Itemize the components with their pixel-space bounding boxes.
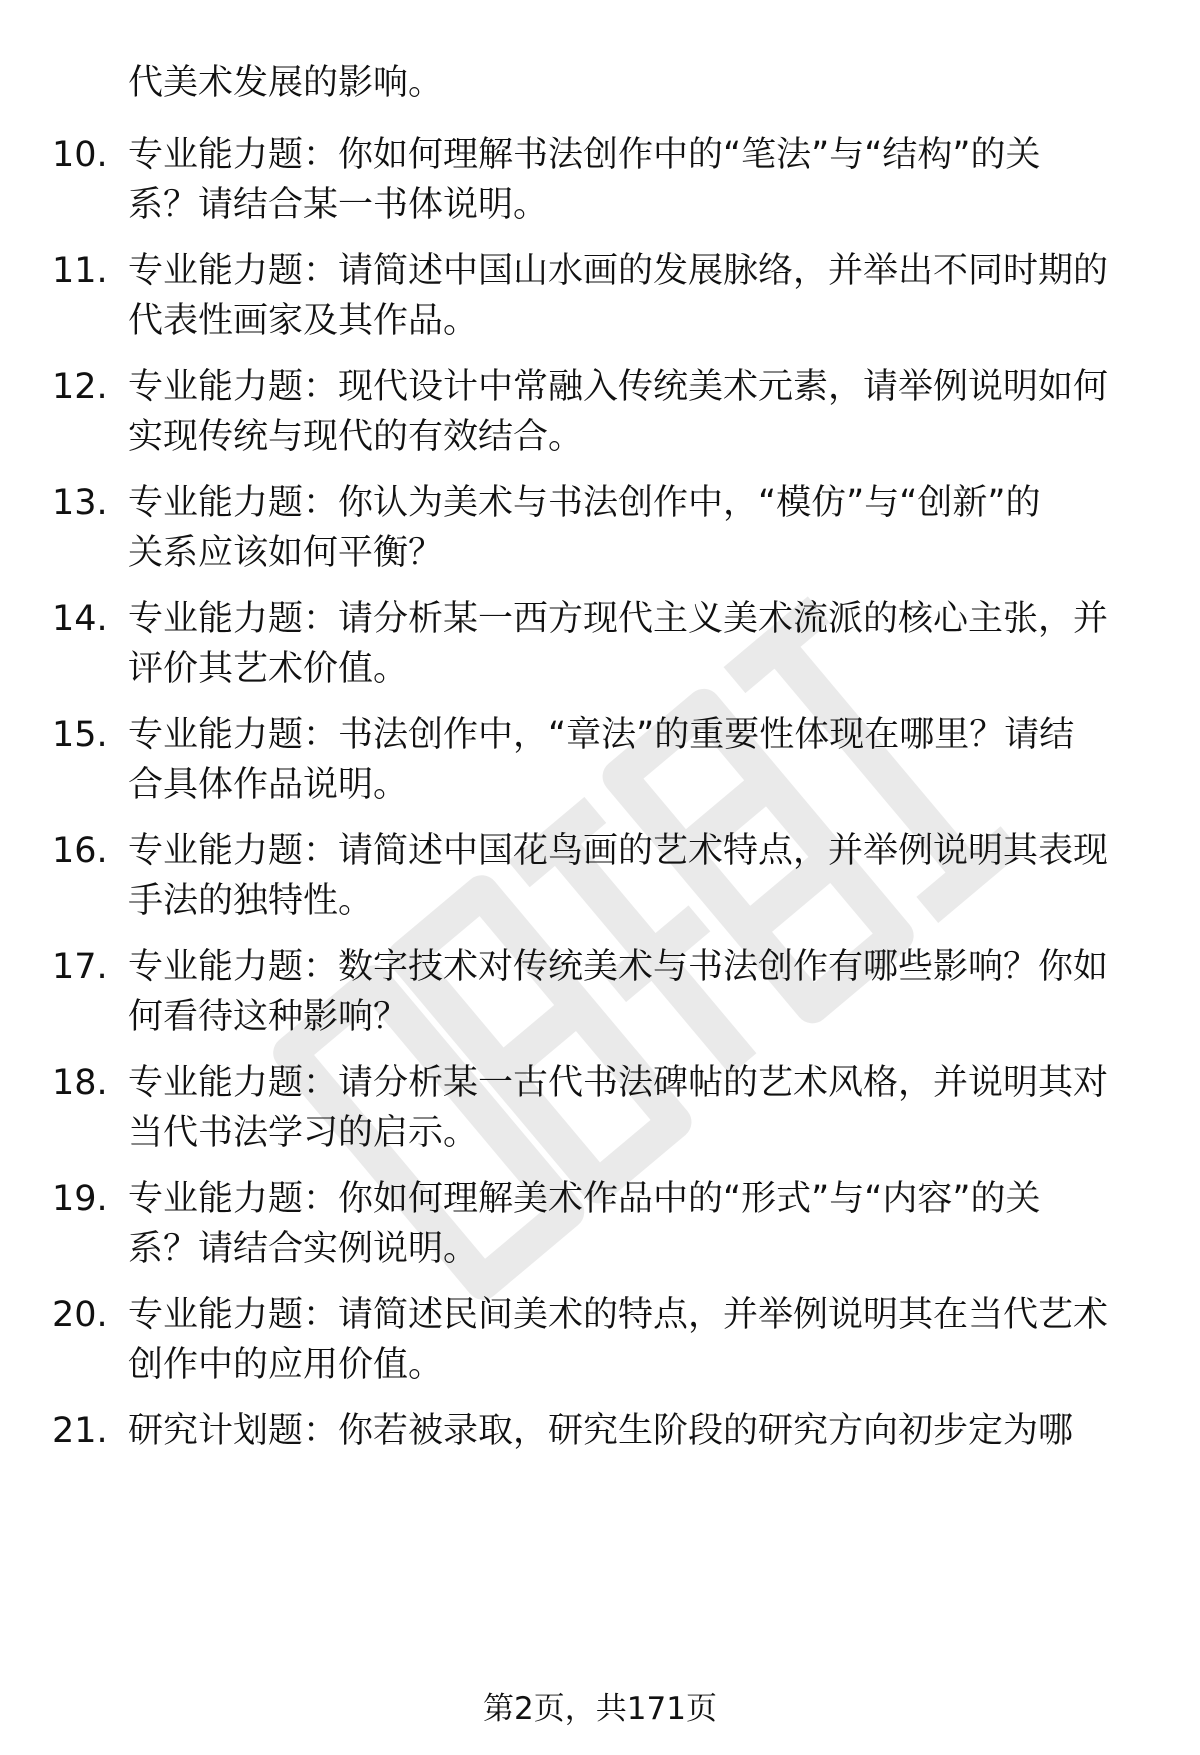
question-text-line: 实现传统与现代的有效结合。 (128, 417, 584, 457)
question-number: 19. (52, 1179, 108, 1219)
page-footer: 第2页，共171页 (483, 1691, 717, 1727)
question-text-line: 创作中的应用价值。 (128, 1345, 444, 1385)
question-number: 17. (52, 947, 108, 987)
question-number: 10. (52, 135, 108, 175)
question-text-line: 关系应该如何平衡？ (128, 533, 444, 573)
question-text-line: 专业能力题：请分析某一古代书法碑帖的艺术风格，并说明其对 (128, 1063, 1109, 1103)
question-number: 20. (52, 1295, 108, 1335)
question-text-line: 当代书法学习的启示。 (128, 1113, 479, 1153)
question-number: 12. (52, 367, 108, 407)
question-text-line: 专业能力题：你如何理解美术作品中的“形式”与“内容”的关 (128, 1179, 1041, 1219)
question-text-line: 评价其艺术价值。 (128, 649, 409, 689)
question-text-line: 专业能力题：请分析某一西方现代主义美术流派的核心主张，并 (128, 599, 1109, 639)
question-text-line: 专业能力题：现代设计中常融入传统美术元素，请举例说明如何 (128, 367, 1109, 407)
question-number: 13. (52, 483, 108, 523)
question-text-line: 专业能力题：书法创作中，“章法”的重要性体现在哪里？请结 (128, 715, 1075, 755)
question-text-line: 专业能力题：你如何理解书法创作中的“笔法”与“结构”的关 (128, 135, 1041, 175)
question-number: 21. (52, 1411, 108, 1451)
question-number: 11. (52, 251, 108, 291)
question-text-line: 系？请结合某一书体说明。 (128, 185, 549, 225)
question-number: 18. (52, 1063, 108, 1103)
question-number: 16. (52, 831, 108, 871)
question-text-line: 专业能力题：请简述民间美术的特点，并举例说明其在当代艺术 (128, 1295, 1109, 1335)
question-number: 15. (52, 715, 108, 755)
question-number: 14. (52, 599, 108, 639)
question-text-line: 手法的独特性。 (128, 881, 374, 921)
question-text-line: 系？请结合实例说明。 (128, 1229, 479, 1269)
question-text-line: 何看待这种影响？ (128, 997, 409, 1037)
question-text-line: 专业能力题：请简述中国山水画的发展脉络，并举出不同时期的 (128, 251, 1109, 291)
question-text-line: 专业能力题：数字技术对传统美术与书法创作有哪些影响？你如 (128, 947, 1109, 987)
question-text-line: 合具体作品说明。 (128, 765, 409, 805)
question-text-line: 专业能力题：请简述中国花鸟画的艺术特点，并举例说明其表现 (128, 831, 1109, 871)
question-text-line: 研究计划题：你若被录取，研究生阶段的研究方向初步定为哪 (128, 1411, 1074, 1451)
continuation-text: 代美术发展的影响。 (128, 63, 444, 103)
question-text-line: 代表性画家及其作品。 (128, 301, 479, 341)
question-text-line: 专业能力题：你认为美术与书法创作中，“模仿”与“创新”的 (128, 483, 1041, 523)
